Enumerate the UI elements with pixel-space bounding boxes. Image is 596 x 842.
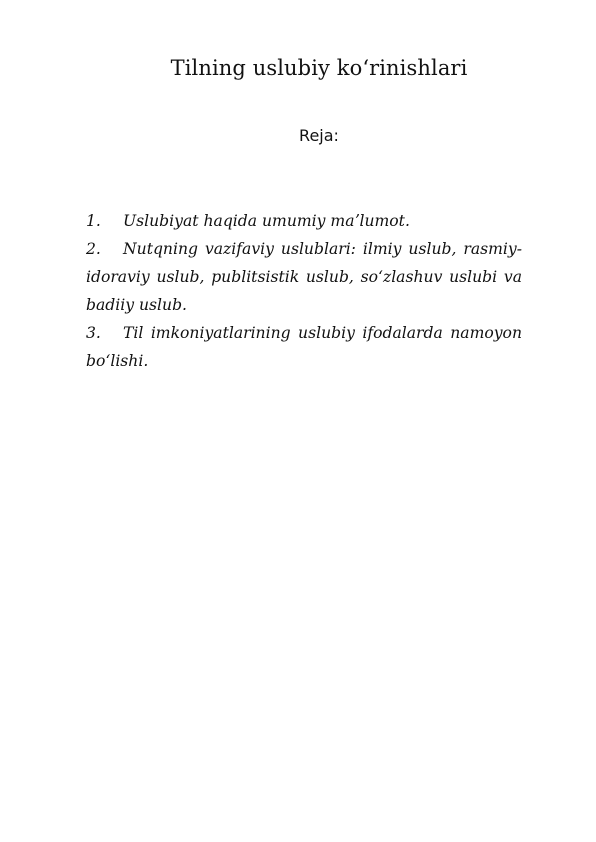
plan-item-number: 1. bbox=[86, 212, 101, 230]
plan-heading: Reja: bbox=[299, 126, 339, 145]
plan-item bbox=[86, 319, 522, 375]
page-title: Tilning uslubiy koʻrinishlari bbox=[170, 56, 468, 80]
plan-item bbox=[86, 207, 522, 235]
plan-item-text: Nutqning vazifaviy uslublari: ilmiy uslub, rasmiy-idoraviy uslub, publitsistik uslub, soʻzlashuv uslubi va badiiy uslub. bbox=[86, 240, 522, 314]
plan-item-number: 3. bbox=[86, 324, 101, 342]
plan-item bbox=[86, 235, 522, 319]
plan-item-text: Uslubiyat haqida umumiy maʼlumot. bbox=[123, 212, 410, 230]
plan-list bbox=[86, 207, 522, 375]
plan-item-number: 2. bbox=[86, 240, 101, 258]
plan-item-text: Til imkoniyatlarining uslubiy ifodalarda namoyon boʻlishi. bbox=[86, 324, 522, 370]
